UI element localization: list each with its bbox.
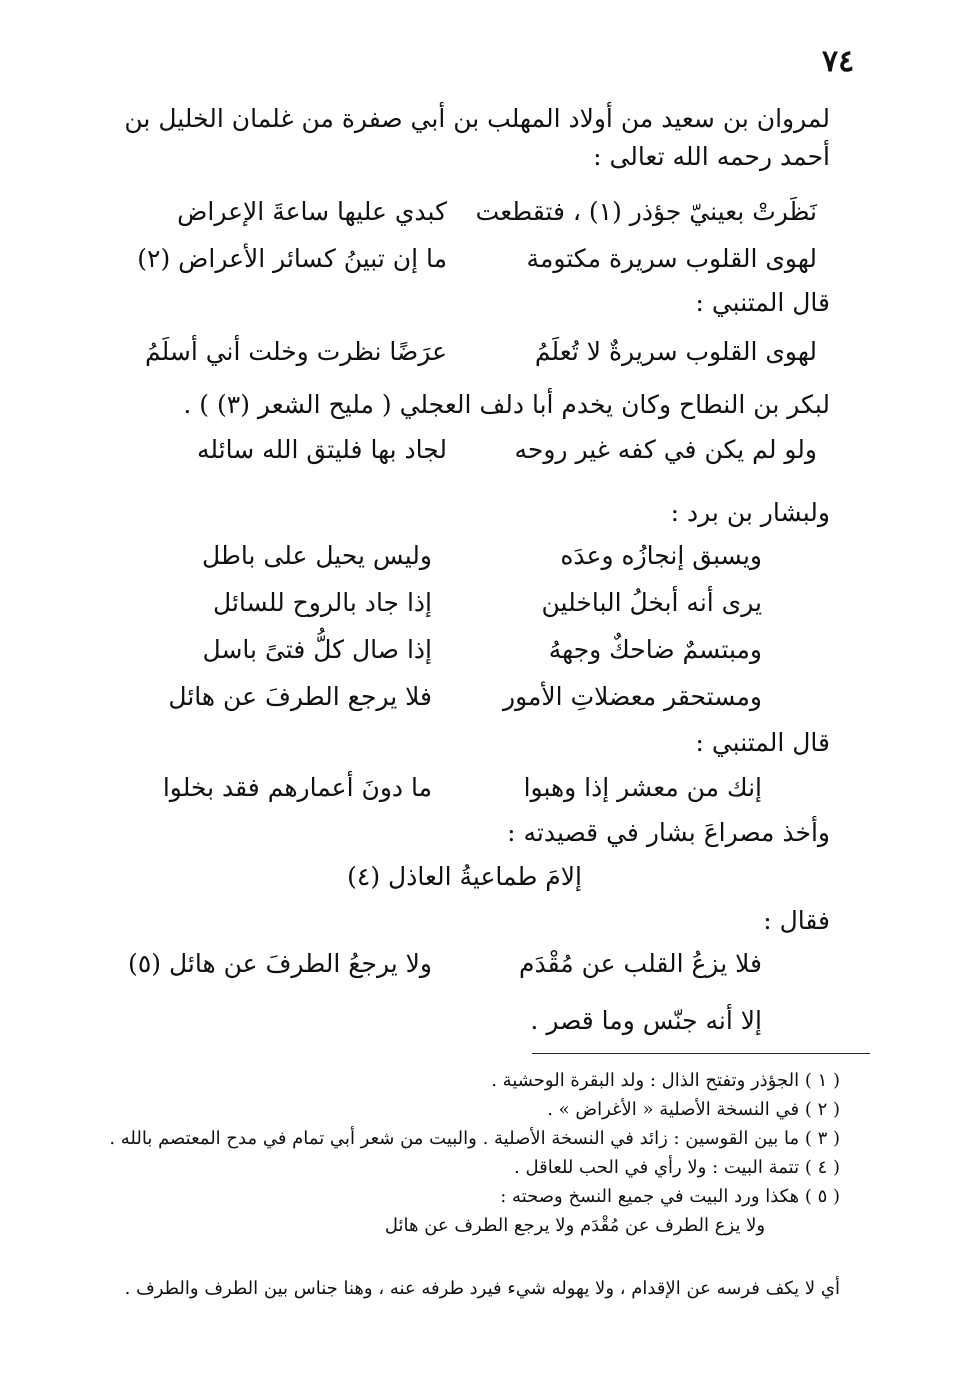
first-hemistich: ومستحقر معضلاتِ الأمور <box>503 681 762 711</box>
verse-mutanabbi-1 <box>145 328 817 375</box>
first-hemistich: فلا يزعُ القلب عن مُقْدَم <box>519 948 762 978</box>
footnote-quoted-verse: ولا يزع الطرف عن مُقْدَم ولا يرجع الطرف عن هائل <box>384 1215 766 1236</box>
label-mutanabbi: قال المتنبي : <box>695 288 830 317</box>
verse-line <box>168 626 762 673</box>
first-hemistich: ومبتسمٌ ضاحكٌ وجههُ <box>548 634 762 664</box>
verse-bakr <box>197 426 817 473</box>
verse-line <box>168 673 762 720</box>
line-akhadh: وأخذ مصراعَ بشار في قصيدته : <box>507 818 830 847</box>
verse-final <box>128 940 762 987</box>
intro-paragraph: لمروان بن سعيد من أولاد المهلب بن أبي صفرة من غلمان الخليل بن أحمد رحمه الله تعالى : <box>124 104 830 171</box>
footnote-gloss: أي لا يكف فرسه عن الإقدام ، ولا يهوله شيء فيرد طرفه عنه ، وهنا جناس بين الطرف والطرف . <box>124 1278 840 1299</box>
first-hemistich: نَظَرتْ بعينيّ جؤذر (١) ، فتقطعت <box>475 196 817 226</box>
verse-line <box>168 532 762 579</box>
first-hemistich: يرى أنه أبخلُ الباخلين <box>541 587 762 617</box>
second-hemistich: إذا جاد بالروح للسائل <box>213 587 432 617</box>
verse-line <box>197 426 817 473</box>
verse-line <box>137 188 817 235</box>
verse-line <box>168 579 762 626</box>
second-hemistich: ما دونَ أعمارهم فقد بخلوا <box>162 772 432 802</box>
second-hemistich: عرَضًا نظرت وخلت أني أسلَمُ <box>144 336 447 366</box>
label-bashar: ولبشار بن برد : <box>670 498 830 527</box>
label-faqal: فقال : <box>763 906 830 935</box>
verse-mutanabbi-2 <box>163 764 762 811</box>
line-illa: إلا أنه جنّس وما قصر . <box>530 1006 762 1035</box>
footnote-3: ( ٣ ) ما بين القوسين : زائد في النسخة الأصلية . والبيت من شعر أبي تمام في مدح المعتصم بالله . <box>109 1128 840 1149</box>
line-bakr: لبكر بن النطاح وكان يخدم أبا دلف العجلي ( مليح الشعر (٣) ) . <box>183 390 830 419</box>
single-hemistich: إلامَ طماعيةُ العاذل (٤) <box>347 862 582 891</box>
first-hemistich: لهوى القلوب سريرة مكتومة <box>526 243 817 273</box>
page-number: ٧٤ <box>822 44 855 79</box>
second-hemistich: إذا صال كلُّ فتىً باسل <box>202 634 432 664</box>
footnote-divider <box>532 1053 870 1054</box>
verse-line <box>163 764 762 811</box>
footnote-2: ( ٢ ) في النسخة الأصلية « الأغراض » . <box>547 1099 840 1120</box>
verse-line <box>137 235 817 282</box>
second-hemistich: ولا يرجعُ الطرفَ عن هائل (٥) <box>128 948 432 978</box>
second-hemistich: وليس يحيل على باطل <box>202 540 432 570</box>
verse-marwan <box>137 188 817 282</box>
first-hemistich: ويسبق إنجازُه وعدَه <box>560 540 762 570</box>
second-hemistich: لجاد بها فليتق الله سائله <box>197 434 447 464</box>
second-hemistich: كبدي عليها ساعةَ الإعراض <box>177 196 447 226</box>
second-hemistich: ما إن تبينُ كسائر الأعراض (٢) <box>137 243 447 273</box>
verse-bashar <box>168 532 762 720</box>
first-hemistich: لهوى القلوب سريرةٌ لا تُعلَمُ <box>534 336 817 366</box>
first-hemistich: ولو لم يكن في كفه غير روحه <box>514 434 817 464</box>
footnote-5: ( ٥ ) هكذا ورد البيت في جميع النسخ وصحته : <box>500 1186 840 1207</box>
footnote-4: ( ٤ ) تتمة البيت : ولا رأي في الحب للعاقل . <box>514 1157 840 1178</box>
second-hemistich: فلا يرجع الطرفَ عن هائل <box>168 681 432 711</box>
footnote-1: ( ١ ) الجؤذر وتفتح الذال : ولد البقرة الوحشية . <box>491 1070 840 1091</box>
verse-line <box>145 328 817 375</box>
label-mutanabbi-2: قال المتنبي : <box>695 728 830 757</box>
verse-line <box>128 940 762 987</box>
footnotes <box>109 1066 840 1299</box>
first-hemistich: إنك من معشر إذا وهبوا <box>523 772 762 802</box>
